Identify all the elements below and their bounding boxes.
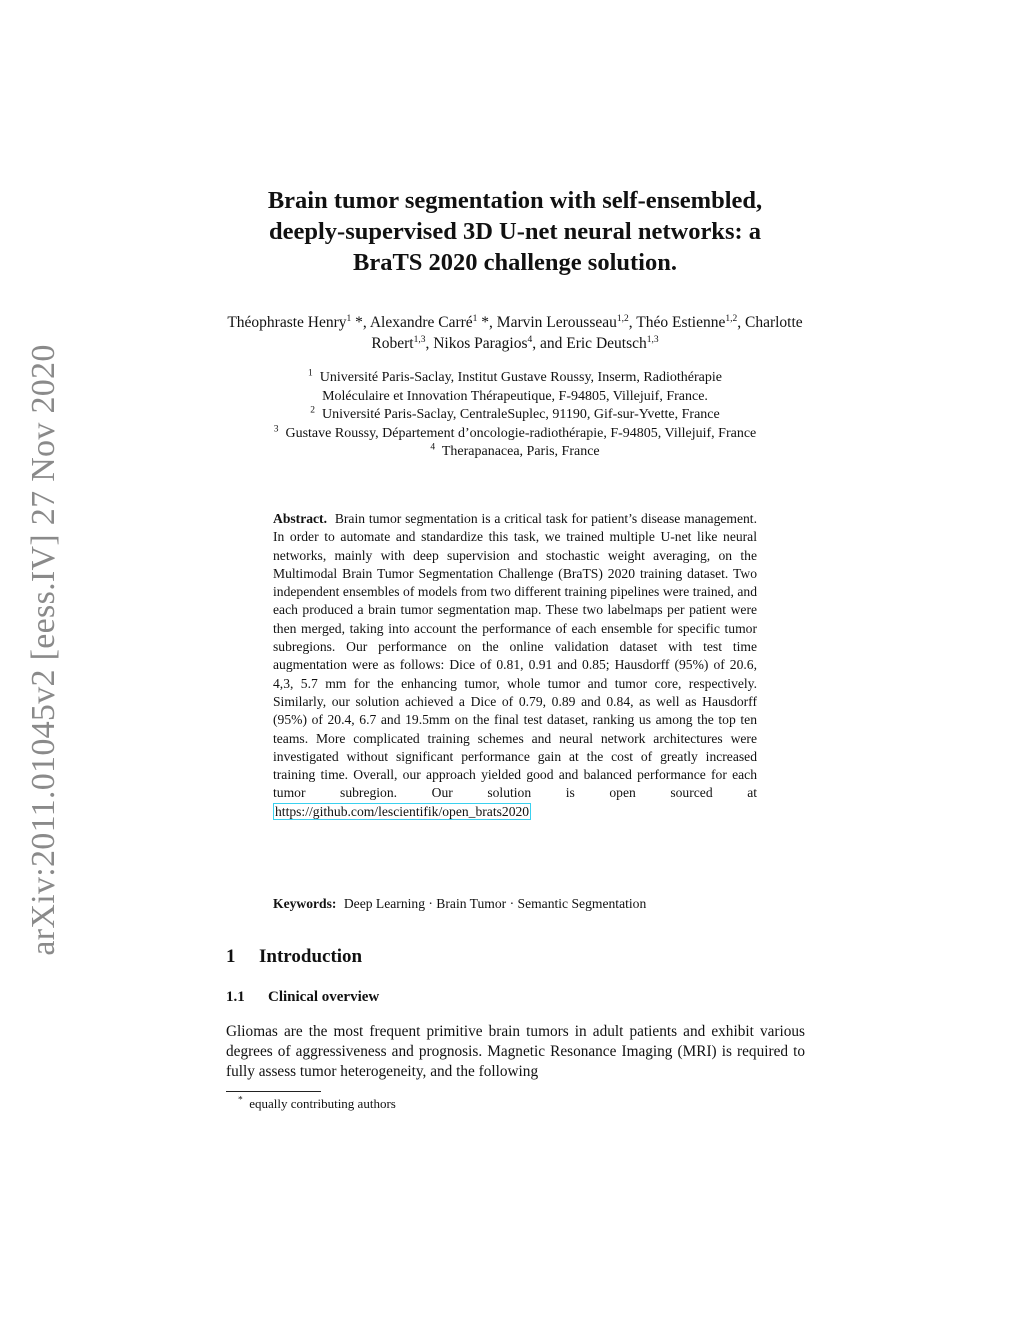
github-link[interactable]: https://github.com/lescientifik/open_brats2020 bbox=[275, 803, 530, 819]
affil-mark: 2 bbox=[310, 405, 316, 416]
author-name: Alexandre Carré bbox=[369, 314, 473, 331]
author-affil-mark: 4 bbox=[527, 334, 533, 345]
footnote-rule bbox=[226, 1091, 321, 1092]
affiliation-2 bbox=[200, 406, 830, 425]
body-paragraph: Gliomas are the most frequent primitive brain tumors in adult patients and exhibit various degrees of aggressiveness and prognosis. Magnetic Resonance Imaging (MRI) is required to fully assess tumor heterogeneity, and the following bbox=[226, 1023, 805, 1080]
title-line: deeply-supervised 3D U-net neural networks: a bbox=[268, 218, 762, 245]
author-name: Charlotte Robert bbox=[371, 314, 803, 352]
author-affil-mark: 1,2 bbox=[725, 313, 738, 324]
author-sep: , bbox=[628, 314, 637, 331]
affil-mark: 4 bbox=[430, 442, 436, 453]
subsection-title: Clinical overview bbox=[268, 989, 380, 1005]
author-sep: , bbox=[737, 314, 745, 331]
title-line: Brain tumor segmentation with self-ensembled, bbox=[267, 187, 763, 214]
affiliations bbox=[200, 369, 830, 462]
author-affil-mark: 1,3 bbox=[646, 334, 659, 345]
author-list bbox=[200, 312, 830, 354]
section-number: 1 bbox=[226, 946, 236, 967]
affiliation-3 bbox=[200, 425, 830, 444]
paper-title bbox=[180, 185, 850, 278]
keywords-label: Keywords: bbox=[273, 896, 337, 911]
title-line: BraTS 2020 challenge solution. bbox=[353, 249, 677, 276]
affiliation-1 bbox=[200, 369, 830, 388]
author-sep: , and bbox=[532, 335, 567, 352]
affiliation-1-cont bbox=[200, 388, 830, 407]
affil-text: Gustave Roussy, Département d’oncologie-radiothérapie, F-94805, Villejuif, France bbox=[285, 425, 757, 441]
keywords-text: Deep Learning · Brain Tumor · Semantic Segmentation bbox=[343, 896, 647, 911]
author-sep: *, bbox=[351, 314, 370, 331]
section-title: Introduction bbox=[259, 946, 363, 967]
footnote-mark: * bbox=[238, 1095, 243, 1106]
author-name: Eric Deutsch bbox=[566, 335, 647, 352]
author-name: Marvin Lerousseau bbox=[496, 314, 617, 331]
author-sep: *, bbox=[477, 314, 497, 331]
affil-mark: 1 bbox=[308, 368, 313, 379]
affiliation-4 bbox=[200, 443, 830, 462]
affil-text: Moléculaire et Innovation Thérapeutique, F-94805, Villejuif, France. bbox=[322, 388, 708, 404]
author-affil-mark: 1 bbox=[472, 313, 478, 324]
footnote-text: equally contributing authors bbox=[249, 1096, 396, 1111]
author-name: Nikos Paragios bbox=[433, 335, 528, 352]
abstract-label: Abstract. bbox=[273, 511, 327, 526]
abstract bbox=[273, 510, 757, 821]
abstract-text: Brain tumor segmentation is a critical task for patient’s disease management. In order to automate and standardize this task, we trained multiple U-net like neural networks, mainly with deep supervision and stochastic weight averaging, on the Multimodal Brain Tumor Segmentation Challenge (BraTS) 2020 training dataset. Two independent ensembles of models from two different training pipelines were trained, and each produced a brain tumor segmentation map. These two labelmaps per patient were then merged, taking into account the performance of each ensemble for specific tumor subregions. Our performance on the online validation dataset with test time augmentation were as follows: Dice of 0.81, 0.91 and 0.85; Hausdorff (95%) of 20.6, 4,3, 5.7 mm for the enhancing tumor, whole tumor and tumor core, respectively. Similarly, our solution achieved a Dice of 0.79, 0.89 and 0.84, as well as Hausdorff (95%) of 20.4, 6.7 and 19.5mm on the final test dataset, ranking us among the top ten teams. More complicated training schemes and neural network architectures were investigated without significant performance gain at the cost of greatly increased training time. Overall, our approach yielded good and balanced performance for each tumor subregion. Our solution is open sourced at bbox=[273, 511, 757, 801]
affil-text: Université Paris-Saclay, CentraleSuplec, 91190, Gif-sur-Yvette, France bbox=[322, 407, 720, 422]
section-heading bbox=[226, 946, 362, 968]
author-name: Théophraste Henry bbox=[227, 314, 347, 331]
author-affil-mark: 1 bbox=[346, 313, 352, 324]
author-sep: , bbox=[425, 335, 434, 352]
arxiv-stamp: arXiv:2011.01045v2 [eess.IV] 27 Nov 2020 bbox=[25, 344, 62, 956]
subsection-heading bbox=[226, 989, 379, 1006]
subsection-number: 1.1 bbox=[226, 989, 245, 1005]
affil-mark: 3 bbox=[273, 423, 279, 434]
affil-text: Université Paris-Saclay, Institut Gustave Roussy, Inserm, Radiothérapie bbox=[319, 370, 722, 385]
keywords bbox=[273, 895, 757, 913]
author-affil-mark: 1,2 bbox=[616, 313, 629, 324]
affil-text: Therapanacea, Paris, France bbox=[441, 444, 600, 459]
footnote bbox=[238, 1096, 396, 1112]
author-name: Théo Estienne bbox=[636, 314, 726, 331]
author-affil-mark: 1,3 bbox=[413, 334, 426, 345]
